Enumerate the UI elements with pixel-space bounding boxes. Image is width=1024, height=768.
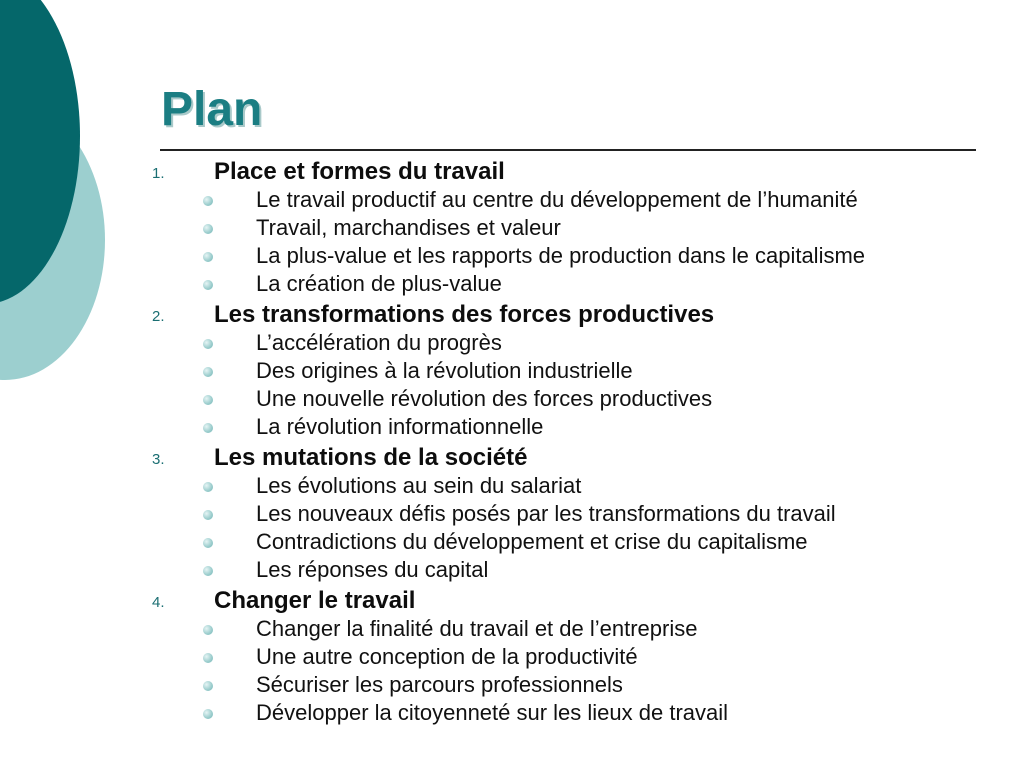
list-item-text: Des origines à la révolution industrielle xyxy=(256,358,633,383)
list-item xyxy=(150,700,970,728)
list-item-text: La révolution informationnelle xyxy=(256,414,544,439)
list-item-text: Sécuriser les parcours professionnels xyxy=(256,672,623,697)
section-number: 4. xyxy=(152,594,165,611)
section-heading: Les transformations des forces productives xyxy=(214,301,715,328)
section-heading: Les mutations de la société xyxy=(214,444,528,471)
section-number: 3. xyxy=(152,451,165,468)
list-item xyxy=(150,672,970,700)
list-item-text: La création de plus-value xyxy=(256,271,502,296)
list-item xyxy=(150,557,970,585)
section-heading: Place et formes du travail xyxy=(214,158,505,185)
list-item xyxy=(150,529,970,557)
section-heading: Changer le travail xyxy=(214,587,416,614)
outline-section xyxy=(150,585,970,728)
bullet-icon xyxy=(203,681,213,691)
bullet-icon xyxy=(203,252,213,262)
bullet-icon xyxy=(203,367,213,377)
list-item xyxy=(150,644,970,672)
title-divider xyxy=(160,149,976,151)
list-item-text: Une nouvelle révolution des forces productives xyxy=(256,386,713,411)
list-item xyxy=(150,330,970,358)
list-item xyxy=(150,271,970,299)
list-item xyxy=(150,243,970,271)
list-item-text: Le travail productif au centre du développement de l’humanité xyxy=(256,187,858,212)
list-item xyxy=(150,187,970,215)
list-item-text: Les évolutions au sein du salariat xyxy=(256,473,582,498)
list-item-text: Une autre conception de la productivité xyxy=(256,644,638,669)
bullet-icon xyxy=(203,339,213,349)
outline-section xyxy=(150,442,970,585)
slide-title: Plan xyxy=(161,83,263,136)
outline-section xyxy=(150,299,970,442)
list-item-text: L’accélération du progrès xyxy=(256,330,502,355)
outline-list xyxy=(150,156,970,728)
list-item-text: Les réponses du capital xyxy=(256,557,489,582)
list-item-text: Contradictions du développement et crise du capitalisme xyxy=(256,529,808,554)
bullet-icon xyxy=(203,625,213,635)
bullet-icon xyxy=(203,709,213,719)
list-item-text: Travail, marchandises et valeur xyxy=(256,215,561,240)
bullet-icon xyxy=(203,482,213,492)
list-item xyxy=(150,358,970,386)
list-item xyxy=(150,501,970,529)
bullet-icon xyxy=(203,280,213,290)
list-item-text: Développer la citoyenneté sur les lieux de travail xyxy=(256,700,729,725)
section-number: 2. xyxy=(152,308,165,325)
bullet-icon xyxy=(203,196,213,206)
section-number: 1. xyxy=(152,165,165,182)
list-item-text: La plus-value et les rapports de production dans le capitalisme xyxy=(256,243,866,268)
list-item xyxy=(150,473,970,501)
bullet-icon xyxy=(203,395,213,405)
bullet-icon xyxy=(203,510,213,520)
list-item xyxy=(150,616,970,644)
list-item-text: Les nouveaux défis posés par les transformations du travail xyxy=(256,501,836,526)
list-item xyxy=(150,386,970,414)
list-item xyxy=(150,414,970,442)
bullet-icon xyxy=(203,224,213,234)
outline-section xyxy=(150,156,970,299)
bullet-icon xyxy=(203,423,213,433)
bullet-icon xyxy=(203,653,213,663)
bullet-icon xyxy=(203,538,213,548)
list-item xyxy=(150,215,970,243)
bullet-icon xyxy=(203,566,213,576)
list-item-text: Changer la finalité du travail et de l’entreprise xyxy=(256,616,698,641)
